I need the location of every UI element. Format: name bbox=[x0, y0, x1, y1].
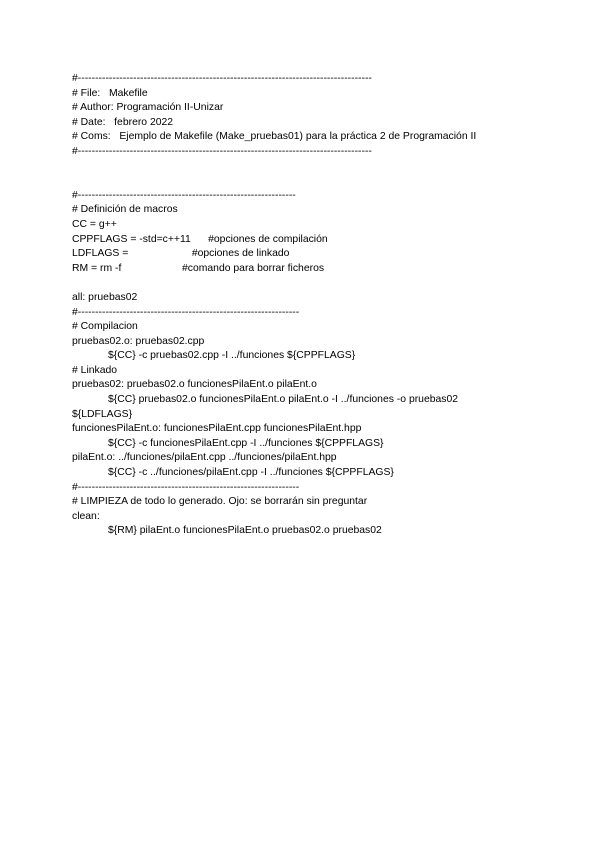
command-funcionespilaent-o: ${CC} -c funcionesPilaEnt.cpp -I ../funciones ${CPPFLAGS} bbox=[108, 437, 384, 449]
targets-rule: #---------------------------------------------------------------- bbox=[72, 306, 300, 318]
target-clean: clean: bbox=[72, 510, 100, 522]
command-pruebas02: ${CC} pruebas02.o funcionesPilaEnt.o pilaEnt.o -I ../funciones -o pruebas02 bbox=[108, 394, 459, 406]
command-clean: ${RM} pilaEnt.o funcionesPilaEnt.o pruebas02.o pruebas02 bbox=[108, 525, 382, 537]
makefile-text bbox=[72, 72, 532, 539]
target-pruebas02-o: pruebas02.o: pruebas02.cpp bbox=[72, 335, 205, 347]
header-author: # Author: Programación II-Unizar bbox=[72, 102, 224, 114]
blank-line bbox=[72, 174, 532, 189]
target-pilaent-o: pilaEnt.o: ../funciones/pilaEnt.cpp ../funciones/pilaEnt.hpp bbox=[72, 452, 337, 464]
macro-cppflags: CPPFLAGS = -std=c++11 #opciones de compilación bbox=[72, 233, 328, 245]
command-pruebas02-continued: ${LDFLAGS} bbox=[72, 408, 133, 420]
target-funcionespilaent-o: funcionesPilaEnt.o: funcionesPilaEnt.cpp funcionesPilaEnt.hpp bbox=[72, 423, 362, 435]
target-pruebas02: pruebas02: pruebas02.o funcionesPilaEnt.o pilaEnt.o bbox=[72, 379, 317, 391]
command-pruebas02-o: ${CC} -c pruebas02.cpp -I ../funciones ${CPPFLAGS} bbox=[108, 350, 356, 362]
macros-rule: #--------------------------------------------------------------- bbox=[72, 189, 296, 201]
header-file: # File: Makefile bbox=[72, 87, 148, 99]
command-pilaent-o: ${CC} -c ../funciones/pilaEnt.cpp -I ../funciones ${CPPFLAGS} bbox=[108, 467, 394, 479]
clean-title: # LIMPIEZA de todo lo generado. Ojo: se borrarán sin preguntar bbox=[72, 496, 368, 508]
linkado-title: # Linkado bbox=[72, 364, 118, 376]
blank-line bbox=[72, 160, 532, 175]
header-rule-top: #------------------------------------------------------------------------------------- bbox=[72, 73, 372, 84]
target-all: all: pruebas02 bbox=[72, 291, 138, 303]
macros-title: # Definición de macros bbox=[72, 204, 178, 216]
compilacion-title: # Compilacion bbox=[72, 321, 138, 333]
header-date: # Date: febrero 2022 bbox=[72, 116, 174, 128]
clean-rule: #---------------------------------------------------------------- bbox=[72, 481, 300, 493]
blank-line bbox=[72, 276, 532, 291]
header-coms: # Coms: Ejemplo de Makefile (Make_pruebas01) para la práctica 2 de Programación II bbox=[72, 131, 477, 143]
macro-ldflags: LDFLAGS = #opciones de linkado bbox=[72, 248, 290, 260]
header-rule-bottom: #------------------------------------------------------------------------------------- bbox=[72, 145, 372, 157]
macro-cc: CC = g++ bbox=[72, 218, 117, 230]
macro-rm: RM = rm -f #comando para borrar ficheros bbox=[72, 262, 325, 274]
